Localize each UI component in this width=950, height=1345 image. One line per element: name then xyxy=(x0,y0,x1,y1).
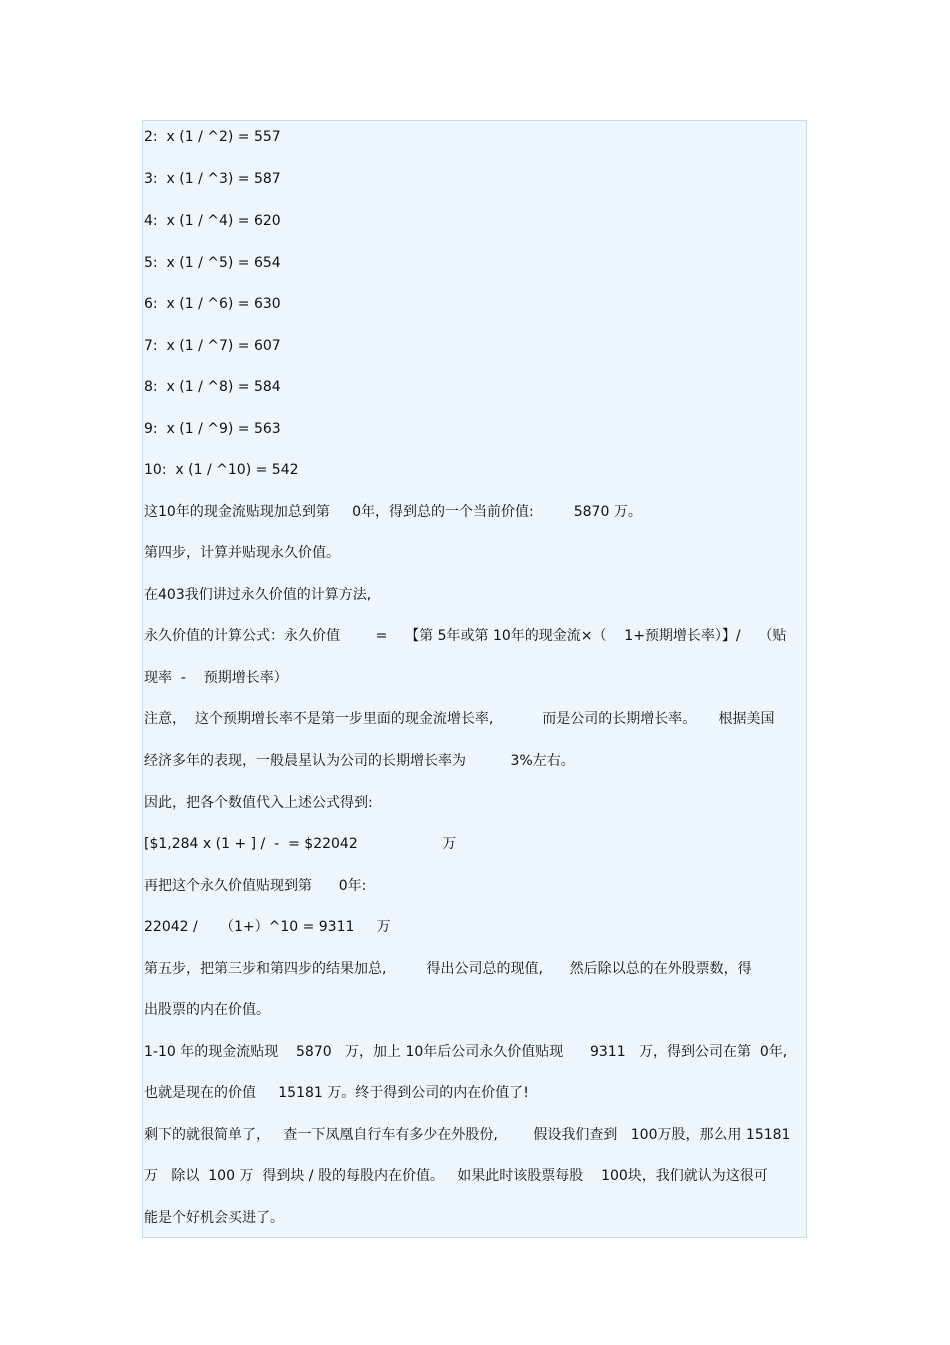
doc-line: 4: x (1 / ^4) = 620 xyxy=(144,213,281,229)
step-heading: 第四步，计算并贴现永久价值。 xyxy=(144,545,340,561)
doc-line: 8: x (1 / ^8) = 584 xyxy=(144,379,281,395)
doc-line: 万 除以 100 万 得到块 / 股的每股内在价值。 如果此时该股票每股 100块，我们就认为这很可 xyxy=(144,1168,768,1184)
doc-line: 6: x (1 / ^6) = 630 xyxy=(144,296,281,312)
doc-line: 剩下的就很简单了， 查一下凤凰自行车有多少在外股份, 假设我们查到 100万股，那么用 15181 xyxy=(144,1127,791,1143)
doc-line: 经济多年的表现，一般晨星认为公司的长期增长率为 3%左右。 xyxy=(144,753,575,769)
doc-line: 5: x (1 / ^5) = 654 xyxy=(144,255,281,271)
doc-line: 1-10 年的现金流贴现 5870 万，加上 10年后公司永久价值贴现 9311 万，得到公司在第 0年, xyxy=(144,1044,788,1060)
formula-line: 22042 / （1+）^10 = 9311 万 xyxy=(144,919,391,935)
doc-line: 10: x (1 / ^10) = 542 xyxy=(144,462,299,478)
doc-line: 出股票的内在价值。 xyxy=(144,1002,270,1018)
doc-line: 注意， 这个预期增长率不是第一步里面的现金流增长率, 而是公司的长期增长率。 根据美国 xyxy=(144,711,775,727)
formula-line: 永久价值的计算公式：永久价值 = 【第 5年或第 10年的现金流×（ 1+预期增长率）】/ （贴 xyxy=(144,628,787,644)
formula-line: [$1,284 x (1 + ] / - = $22042 万 xyxy=(144,836,457,852)
doc-line: 7: x (1 / ^7) = 607 xyxy=(144,338,281,354)
doc-line: 2: x (1 / ^2) = 557 xyxy=(144,129,281,145)
formula-line: 现率 - 预期增长率） xyxy=(144,670,288,686)
doc-line: 因此，把各个数值代入上述公式得到: xyxy=(144,795,373,811)
doc-line: 能是个好机会买进了。 xyxy=(144,1210,284,1226)
doc-line: 在403我们讲过永久价值的计算方法, xyxy=(144,587,372,603)
step-heading: 第五步，把第三步和第四步的结果加总, 得出公司总的现值, 然后除以总的在外股票数，得 xyxy=(144,961,752,977)
doc-line: 再把这个永久价值贴现到第 0年: xyxy=(144,878,367,894)
doc-line: 3: x (1 / ^3) = 587 xyxy=(144,171,281,187)
doc-line: 这10年的现金流贴现加总到第 0年，得到总的一个当前价值: 5870 万。 xyxy=(144,504,642,520)
doc-line: 也就是现在的价值 15181 万。终于得到公司的内在价值了! xyxy=(144,1085,529,1101)
doc-line: 9: x (1 / ^9) = 563 xyxy=(144,421,281,437)
